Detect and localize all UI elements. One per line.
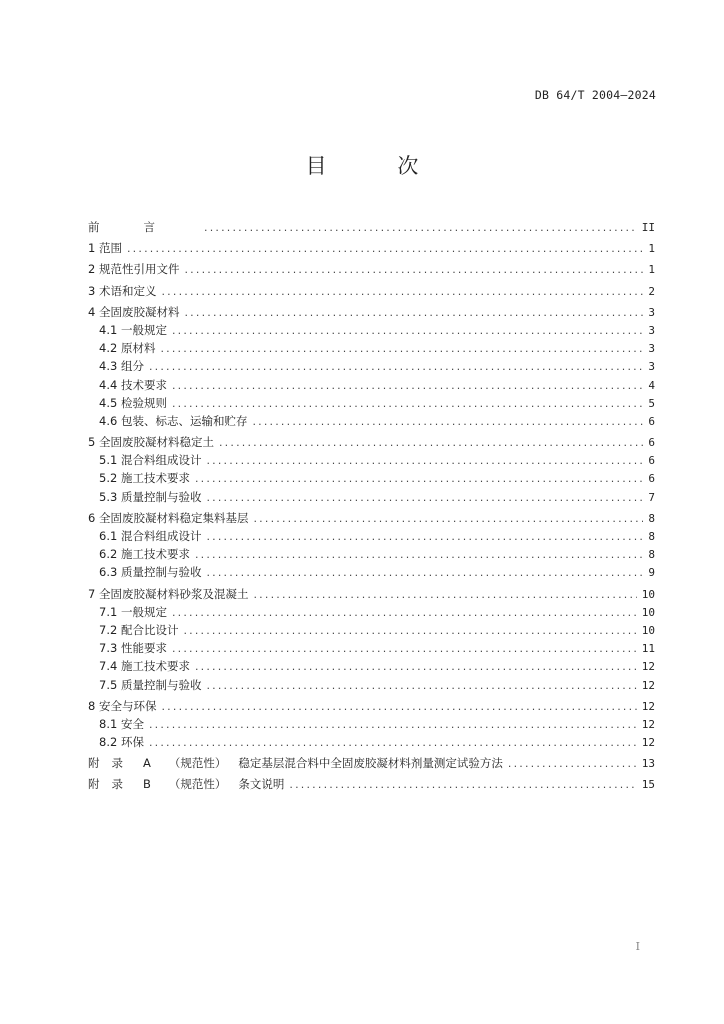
toc-label: 4.1 一般规定 — [99, 322, 167, 337]
toc-label: 7.5 质量控制与验收 — [99, 677, 202, 692]
leader-dots — [172, 395, 643, 413]
leader-dots — [172, 377, 643, 395]
toc-entry-appendix-b[interactable] — [88, 775, 655, 793]
toc-page-number: 1 — [648, 242, 655, 256]
appendix-type: （规范性） — [168, 756, 227, 771]
toc-page-number: 4 — [648, 378, 655, 392]
leader-dots — [149, 734, 637, 752]
toc-page-number: 7 — [648, 490, 655, 504]
leader-dots — [206, 528, 643, 546]
toc-page-number: 9 — [648, 566, 655, 580]
toc-label: 1 范围 — [88, 241, 122, 256]
toc-entry-7-4[interactable] — [88, 657, 655, 675]
leader-dots — [206, 489, 643, 507]
toc-label: 6.1 混合料组成设计 — [99, 529, 202, 543]
toc-page-number: 13 — [641, 757, 655, 771]
toc-page-number: II — [641, 221, 655, 234]
leader-dots — [206, 677, 636, 695]
toc-label: 4.2 原材料 — [99, 341, 156, 356]
toc-label: 4 全固废胶凝材料 — [88, 304, 180, 319]
leader-dots — [206, 452, 643, 470]
toc-page-number: 3 — [648, 323, 655, 337]
toc-entry-7[interactable] — [88, 585, 655, 603]
appendix-title: 稳定基层混合料中全固废胶凝材料剂量测定试验方法 — [238, 756, 503, 771]
toc-page-number: 12 — [641, 699, 655, 713]
toc-entry-1[interactable] — [88, 239, 655, 257]
leader-dots — [149, 358, 643, 376]
leader-dots — [184, 261, 643, 279]
toc-page-number: 1 — [648, 263, 655, 277]
leader-dots — [161, 283, 643, 301]
toc-entry-6-3[interactable] — [88, 563, 655, 581]
toc-entry-5-3[interactable] — [88, 488, 655, 506]
toc-label: 8.1 安全 — [99, 716, 144, 731]
toc-page-number: 3 — [648, 305, 655, 319]
leader-dots — [161, 698, 636, 716]
toc-page-number: 10 — [641, 587, 655, 601]
toc-label: 7.3 性能要求 — [99, 641, 167, 656]
toc-label: 前言 — [88, 220, 199, 234]
toc-entry-4-1[interactable] — [88, 321, 655, 339]
toc-label: 5.2 施工技术要求 — [99, 471, 190, 486]
toc-entry-4[interactable] — [88, 303, 655, 321]
toc-entry-6-2[interactable] — [88, 545, 655, 563]
toc-entry-8[interactable] — [88, 697, 655, 715]
toc-title: 目 次 — [305, 154, 451, 178]
leader-dots — [160, 340, 643, 358]
toc-page-number: 6 — [648, 436, 655, 450]
leader-dots — [204, 219, 637, 237]
toc-page-number: 12 — [641, 736, 655, 750]
toc-page-number: 6 — [648, 472, 655, 486]
toc-entry-4-4[interactable] — [88, 376, 655, 394]
toc-entry-4-6[interactable] — [88, 412, 655, 430]
toc-entry-6[interactable] — [88, 509, 655, 527]
toc-label: 5.1 混合料组成设计 — [99, 453, 202, 468]
appendix-letter: A — [143, 756, 151, 771]
leader-dots — [172, 640, 637, 658]
leader-dots — [195, 546, 643, 564]
appendix-type: （规范性） — [168, 777, 227, 792]
leader-dots — [172, 322, 643, 340]
toc-label: 7.2 配合比设计 — [99, 622, 179, 637]
leader-dots — [206, 564, 643, 582]
toc-label: 6.3 质量控制与验收 — [99, 565, 202, 580]
table-of-contents — [88, 218, 655, 794]
toc-entry-7-5[interactable] — [88, 676, 655, 694]
page-number-footer: I — [635, 940, 640, 953]
toc-entry-4-3[interactable] — [88, 357, 655, 375]
toc-entry-7-2[interactable] — [88, 621, 655, 639]
toc-page-number: 12 — [641, 678, 655, 692]
leader-dots — [183, 622, 636, 640]
appendix-keyword: 附录 — [88, 756, 135, 771]
toc-label: 2 规范性引用文件 — [88, 262, 180, 277]
leader-dots — [253, 510, 643, 528]
toc-entry-4-5[interactable] — [88, 394, 655, 412]
document-code: DB 64/T 2004—2024 — [534, 88, 656, 102]
toc-label: 6 全固废胶凝材料稳定集料基层 — [88, 510, 249, 525]
toc-label: 3 术语和定义 — [88, 283, 157, 298]
toc-label — [88, 754, 503, 772]
toc-label: 4.5 检验规则 — [99, 395, 167, 410]
toc-label: 4.4 技术要求 — [99, 377, 167, 392]
toc-label: 4.6 包装、标志、运输和贮存 — [99, 413, 248, 428]
toc-entry-3[interactable] — [88, 282, 655, 300]
toc-label: 7.4 施工技术要求 — [99, 659, 190, 674]
leader-dots — [219, 434, 643, 452]
toc-page-number: 3 — [648, 360, 655, 374]
toc-label: 8.2 环保 — [99, 735, 144, 750]
toc-page-number: 10 — [641, 605, 655, 619]
toc-entry-8-2[interactable] — [88, 733, 655, 751]
toc-label: 4.3 组分 — [99, 359, 144, 374]
leader-dots — [195, 470, 643, 488]
toc-page-number: 6 — [648, 414, 655, 428]
toc-page-number: 2 — [648, 284, 655, 298]
leader-dots — [195, 658, 637, 676]
toc-entry-appendix-a[interactable] — [88, 754, 655, 772]
leader-dots — [184, 304, 643, 322]
toc-page-number: 5 — [648, 396, 655, 410]
toc-page-number: 8 — [648, 548, 655, 562]
toc-entry-8-1[interactable] — [88, 715, 655, 733]
leader-dots — [253, 586, 636, 604]
toc-entry-4-2[interactable] — [88, 339, 655, 357]
toc-label: 7 全固废胶凝材料砂浆及混凝土 — [88, 586, 249, 601]
toc-entry-6-1[interactable] — [88, 527, 655, 545]
toc-page-number: 12 — [641, 660, 655, 674]
toc-entry-7-1[interactable] — [88, 603, 655, 621]
leader-dots — [172, 604, 637, 622]
appendix-title: 条文说明 — [238, 777, 285, 792]
appendix-letter: B — [143, 777, 151, 792]
toc-entry-5-1[interactable] — [88, 451, 655, 469]
leader-dots — [289, 776, 636, 794]
toc-page-number: 8 — [648, 511, 655, 525]
leader-dots — [127, 240, 643, 258]
toc-page-number: 12 — [641, 717, 655, 731]
toc-page-number: 6 — [648, 454, 655, 468]
toc-page-number: 3 — [648, 342, 655, 356]
toc-entry-foreword[interactable] — [88, 218, 655, 236]
toc-label: 8 安全与环保 — [88, 698, 157, 713]
toc-page-number: 8 — [648, 530, 655, 543]
toc-entry-5[interactable] — [88, 433, 655, 451]
leader-dots — [252, 413, 643, 431]
toc-entry-2[interactable] — [88, 260, 655, 278]
toc-label: 7.1 一般规定 — [99, 604, 167, 619]
toc-label: 6.2 施工技术要求 — [99, 547, 190, 562]
toc-entry-7-3[interactable] — [88, 639, 655, 657]
toc-label — [88, 775, 284, 793]
toc-label: 5.3 质量控制与验收 — [99, 489, 202, 504]
toc-page-number: 15 — [641, 778, 655, 792]
leader-dots — [508, 755, 637, 773]
toc-label: 5 全固废胶凝材料稳定土 — [88, 435, 214, 450]
toc-page-number: 11 — [641, 642, 655, 656]
toc-page-number: 10 — [641, 623, 655, 637]
appendix-keyword: 附录 — [88, 777, 135, 792]
leader-dots — [149, 716, 637, 734]
toc-entry-5-2[interactable] — [88, 469, 655, 487]
